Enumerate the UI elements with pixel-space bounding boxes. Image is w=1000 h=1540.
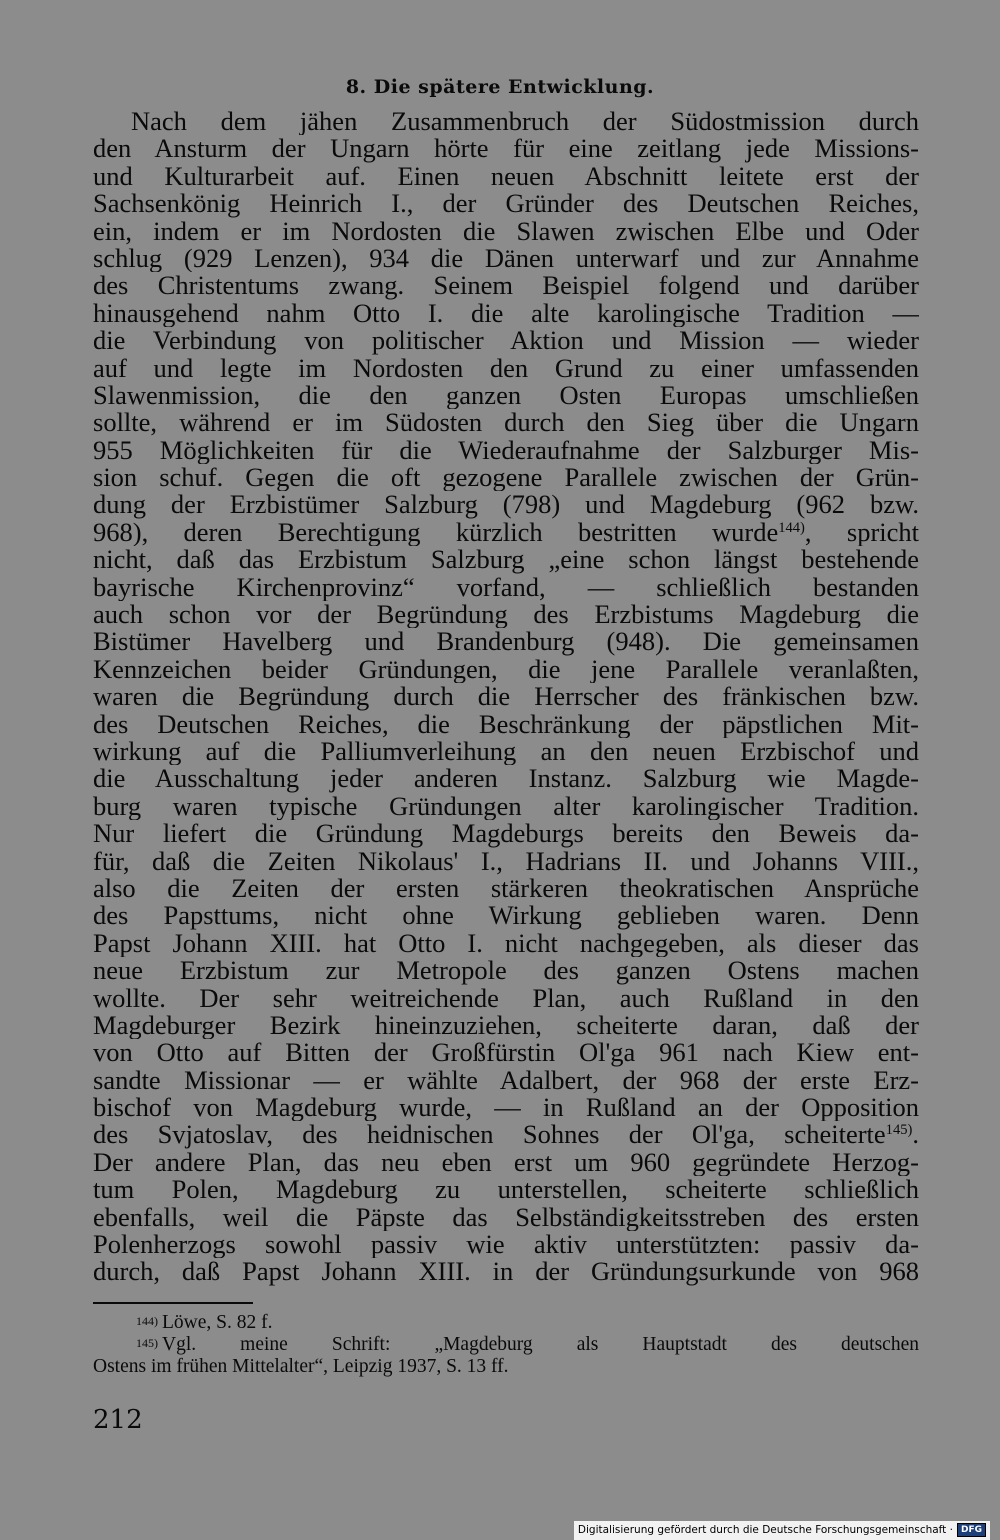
section-heading: 8. Die spätere Entwicklung. (345, 76, 655, 98)
text-line: von Otto auf Bitten der Großfürstin Ol'ga 961 nach Kiew ent- (93, 1039, 919, 1067)
line-segment: . (912, 1121, 919, 1149)
line-segment: , spricht (804, 518, 919, 547)
text-line: dung der Erzbistümer Salzburg (798) und Magdeburg (962 bzw. (93, 491, 919, 519)
text-line: also die Zeiten der ersten stärkeren theokratischen Ansprüche (93, 874, 919, 903)
text-line (93, 519, 919, 546)
footnote-text: Vgl. meine Schrift: „Magdeburg als Hauptstadt des deutschen (162, 1334, 919, 1355)
text-line: des Christentums zwang. Seinem Beispiel folgend und darüber (93, 272, 919, 300)
footnote-divider (93, 1302, 253, 1304)
text-line: 955 Möglichkeiten für die Wiederaufnahme der Salzburger Mis- (93, 436, 919, 465)
text-line: Magdeburger Bezirk hineinzuziehen, scheiterte daran, daß der (93, 1011, 919, 1040)
text-line: die Ausschaltung jeder anderen Instanz. Salzburg wie Magde- (93, 765, 919, 793)
footnote-reference: 145) (885, 1122, 913, 1139)
text-line: für, daß die Zeiten Nikolaus' I., Hadrians II. und Johanns VIII., (93, 847, 919, 875)
text-line: sollte, während er im Südosten durch den Sieg über die Ungarn (93, 409, 919, 437)
footnote-number: 145) (136, 1336, 158, 1350)
text-line: des Papsttums, nicht ohne Wirkung geblieben waren. Denn (93, 902, 919, 930)
text-line: ein, indem er im Nordosten die Slawen zwischen Elbe und Oder (93, 217, 919, 245)
footnote-145 (93, 1334, 919, 1356)
footnote-145-continuation: Ostens im frühen Mittelalter“, Leipzig 1937, S. 13 ff. (93, 1356, 509, 1377)
text-line: den Ansturm der Ungarn hörte für eine zeitlang jede Missions- (93, 135, 919, 163)
text-line: Nur liefert die Gründung Magdeburgs bereits den Beweis da- (93, 820, 919, 848)
dfg-logo: DFG (957, 1523, 986, 1537)
text-line: und Kulturarbeit auf. Einen neuen Abschnitt leitete erst der (93, 162, 919, 191)
text-line: hinausgehend nahm Otto I. die alte karolingische Tradition — (93, 299, 919, 328)
text-line: nicht, daß das Erzbistum Salzburg „eine schon längst bestehende (93, 546, 919, 574)
footnote-text: Löwe, S. 82 f. (162, 1312, 273, 1333)
text-line: auf und legte im Nordosten den Grund zu einer umfassenden (93, 354, 919, 382)
text-line: Sachsenkönig Heinrich I., der Gründer des Deutschen Reiches, (93, 190, 919, 218)
footnote-reference: 144) (778, 519, 805, 536)
text-line: sandte Missionar — er wählte Adalbert, der 968 der erste Erz- (93, 1066, 919, 1095)
text-line: Slawenmission, die den ganzen Osten Europas umschließen (93, 381, 919, 410)
text-line: durch, daß Papst Johann XIII. in der Gründungsurkunde von 968 (93, 1258, 919, 1286)
text-line: Bistümer Havelberg und Brandenburg (948). Die gemeinsamen (93, 628, 919, 656)
text-line: des Deutschen Reiches, die Beschränkung der päpstlichen Mit- (93, 710, 919, 738)
text-line: burg waren typische Gründungen alter karolingischer Tradition. (93, 792, 919, 821)
line-segment: des Svjatoslav, des heidnischen Sohnes der Ol'ga, scheiterte (93, 1121, 886, 1149)
text-line: die Verbindung von politischer Aktion und Mission — wieder (93, 327, 919, 355)
text-line: bayrische Kirchenprovinz“ vorfand, — schließlich bestanden (93, 573, 919, 602)
text-line: wollte. Der sehr weitreichende Plan, auch Rußland in den (93, 984, 919, 1012)
credit-text: Digitalisierung gefördert durch die Deutsche Forschungsgemeinschaft · (577, 1524, 953, 1536)
text-line: bischof von Magdeburg wurde, — in Rußland an der Opposition (93, 1094, 919, 1122)
text-line: tum Polen, Magdeburg zu unterstellen, scheiterte schließlich (93, 1176, 919, 1204)
line-segment: 968), deren Berechtigung kürzlich bestritten wurde (93, 518, 779, 547)
footnote-number: 144) (136, 1314, 158, 1328)
text-line: wirkung auf die Palliumverleihung an den neuen Erzbischof und (93, 737, 919, 766)
text-line: ebenfalls, weil die Päpste das Selbständigkeitsstreben des ersten (93, 1203, 919, 1232)
text-line: neue Erzbistum zur Metropole des ganzen Ostens machen (93, 957, 919, 985)
text-line: auch schon vor der Begründung des Erzbistums Magdeburg die (93, 601, 919, 629)
body-text (93, 108, 919, 1286)
text-line: waren die Begründung durch die Herrscher des fränkischen bzw. (93, 683, 919, 711)
text-line: sion schuf. Gegen die oft gezogene Parallele zwischen der Grün- (93, 464, 919, 492)
text-line: Der andere Plan, das neu eben erst um 960 gegründete Herzog- (93, 1148, 919, 1177)
footnote-144 (93, 1312, 919, 1334)
text-line: Polenherzogs sowohl passiv wie aktiv unterstützten: passiv da- (93, 1231, 919, 1259)
text-line: Kennzeichen beider Gründungen, die jene Parallele veranlaßten, (93, 655, 919, 684)
footnotes (93, 1312, 919, 1378)
text-line: Nach dem jähen Zusammenbruch der Südostmission durch (131, 108, 919, 136)
text-line: Papst Johann XIII. hat Otto I. nicht nachgegeben, als dieser das (93, 929, 919, 958)
digitization-credit (574, 1521, 990, 1540)
text-line (93, 1121, 919, 1148)
text-line: schlug (929 Lenzen), 934 die Dänen unterwarf und zur Annahme (93, 244, 919, 273)
page-number: 212 (93, 1405, 143, 1435)
